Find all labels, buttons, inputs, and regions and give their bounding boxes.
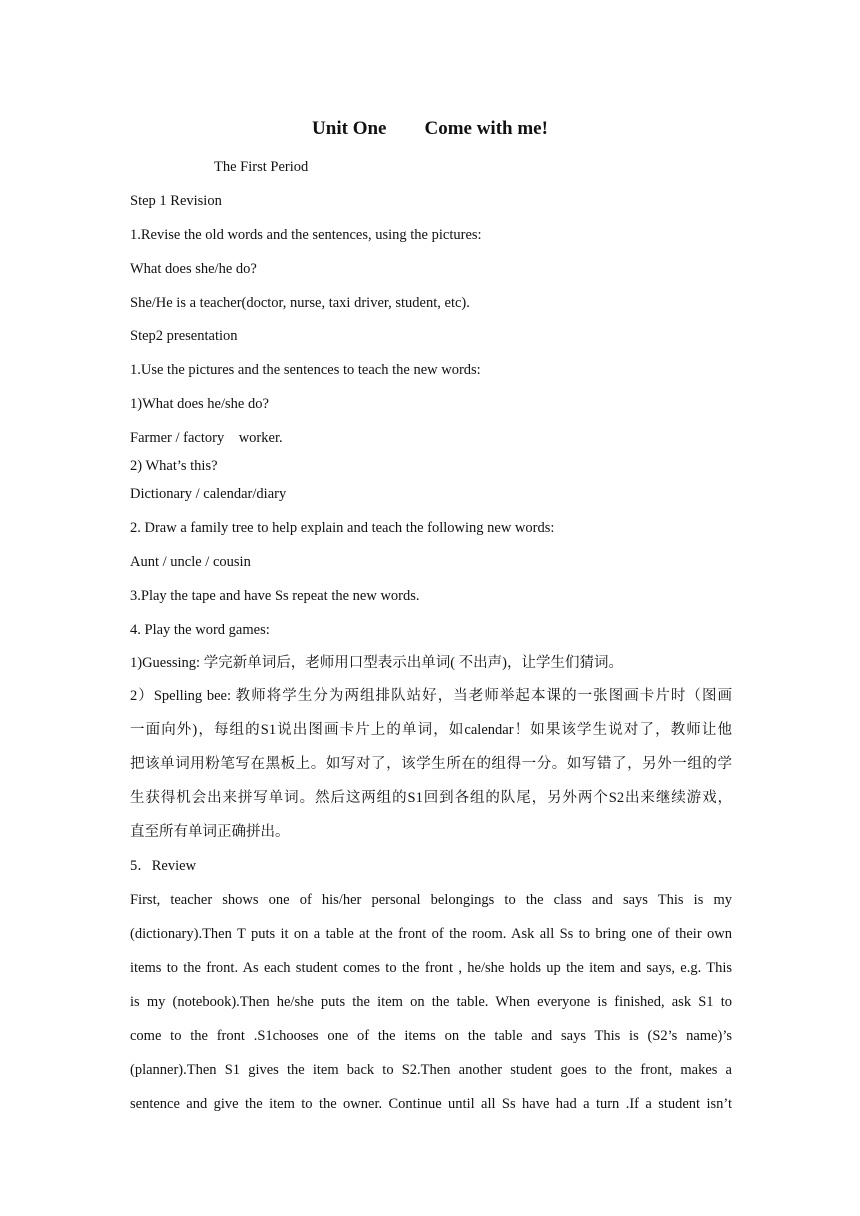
page-title: Unit One Come with me! [312, 118, 548, 139]
paragraph-line: (dictionary).Then T puts it on a table at the front of the room. Ask all Ss to bring one of their own [130, 926, 732, 942]
paragraph-line: sentence and give the item to the owner. Continue until all Ss have had a turn .If a student isn’t [130, 1096, 732, 1112]
question-whats-this: 2) What’s this? [130, 458, 218, 474]
paragraph-line: 生获得机会出来拼写单词。然后这两组的S1回到各组的队尾，另外两个S2出来继续游戏， [130, 790, 732, 806]
use-pictures-instruction: 1.Use the pictures and the sentences to teach the new words: [130, 362, 481, 378]
period-heading: The First Period [214, 159, 309, 175]
paragraph-line: 直至所有单词正确拼出。 [130, 824, 290, 840]
answer-teacher: She/He is a teacher(doctor, nurse, taxi driver, student, etc). [130, 295, 470, 311]
review-paragraph [130, 890, 732, 1128]
paragraph-line: come to the front .S1chooses one of the items on the table and says This is (S2’s name)’s [130, 1028, 732, 1044]
paragraph-line: 一面向外)，每组的S1说出图画卡片上的单词，如calendar！如果该学生说对了，教师让他 [130, 722, 732, 738]
paragraph-line: items to the front. As each student comes to the front , he/she holds up the item and says, e.g. This [130, 960, 732, 976]
paragraph-line: 2）Spelling bee: 教师将学生分为两组排队站好，当老师举起本课的一张图画卡片时（图画 [130, 688, 732, 704]
paragraph-line: (planner).Then S1 gives the item back to S2.Then another student goes to the front, makes a [130, 1062, 732, 1078]
question-she-he-do: What does she/he do? [130, 261, 257, 277]
aunt-uncle-cousin: Aunt / uncle / cousin [130, 554, 251, 570]
paragraph-line: is my (notebook).Then he/she puts the item on the table. When everyone is finished, ask S1 to [130, 994, 732, 1010]
farmer-factory-worker: Farmer / factory worker. [130, 430, 283, 446]
play-tape-instruction: 3.Play the tape and have Ss repeat the new words. [130, 588, 420, 604]
review-heading: 5．Review [130, 858, 197, 874]
paragraph-line: First, teacher shows one of his/her personal belongings to the class and says This is my [130, 892, 732, 908]
paragraph-line: 把该单词用粉笔写在黑板上。如写对了，该学生所在的组得一分。如写错了，另外一组的学 [130, 756, 732, 772]
question-he-she-do: 1)What does he/she do? [130, 396, 269, 412]
step2-heading: Step2 presentation [130, 328, 238, 344]
guessing-game: 1)Guessing: 学完新单词后，老师用口型表示出单词( 不出声)，让学生们猜词。 [130, 655, 623, 671]
word-games-heading: 4. Play the word games: [130, 622, 270, 638]
revise-instruction: 1.Revise the old words and the sentences, using the pictures: [130, 227, 482, 243]
family-tree-instruction: 2. Draw a family tree to help explain and teach the following new words: [130, 520, 555, 536]
spelling-bee-paragraph [130, 686, 732, 856]
dictionary-calendar-diary: Dictionary / calendar/diary [130, 486, 287, 502]
step1-heading: Step 1 Revision [130, 193, 222, 209]
